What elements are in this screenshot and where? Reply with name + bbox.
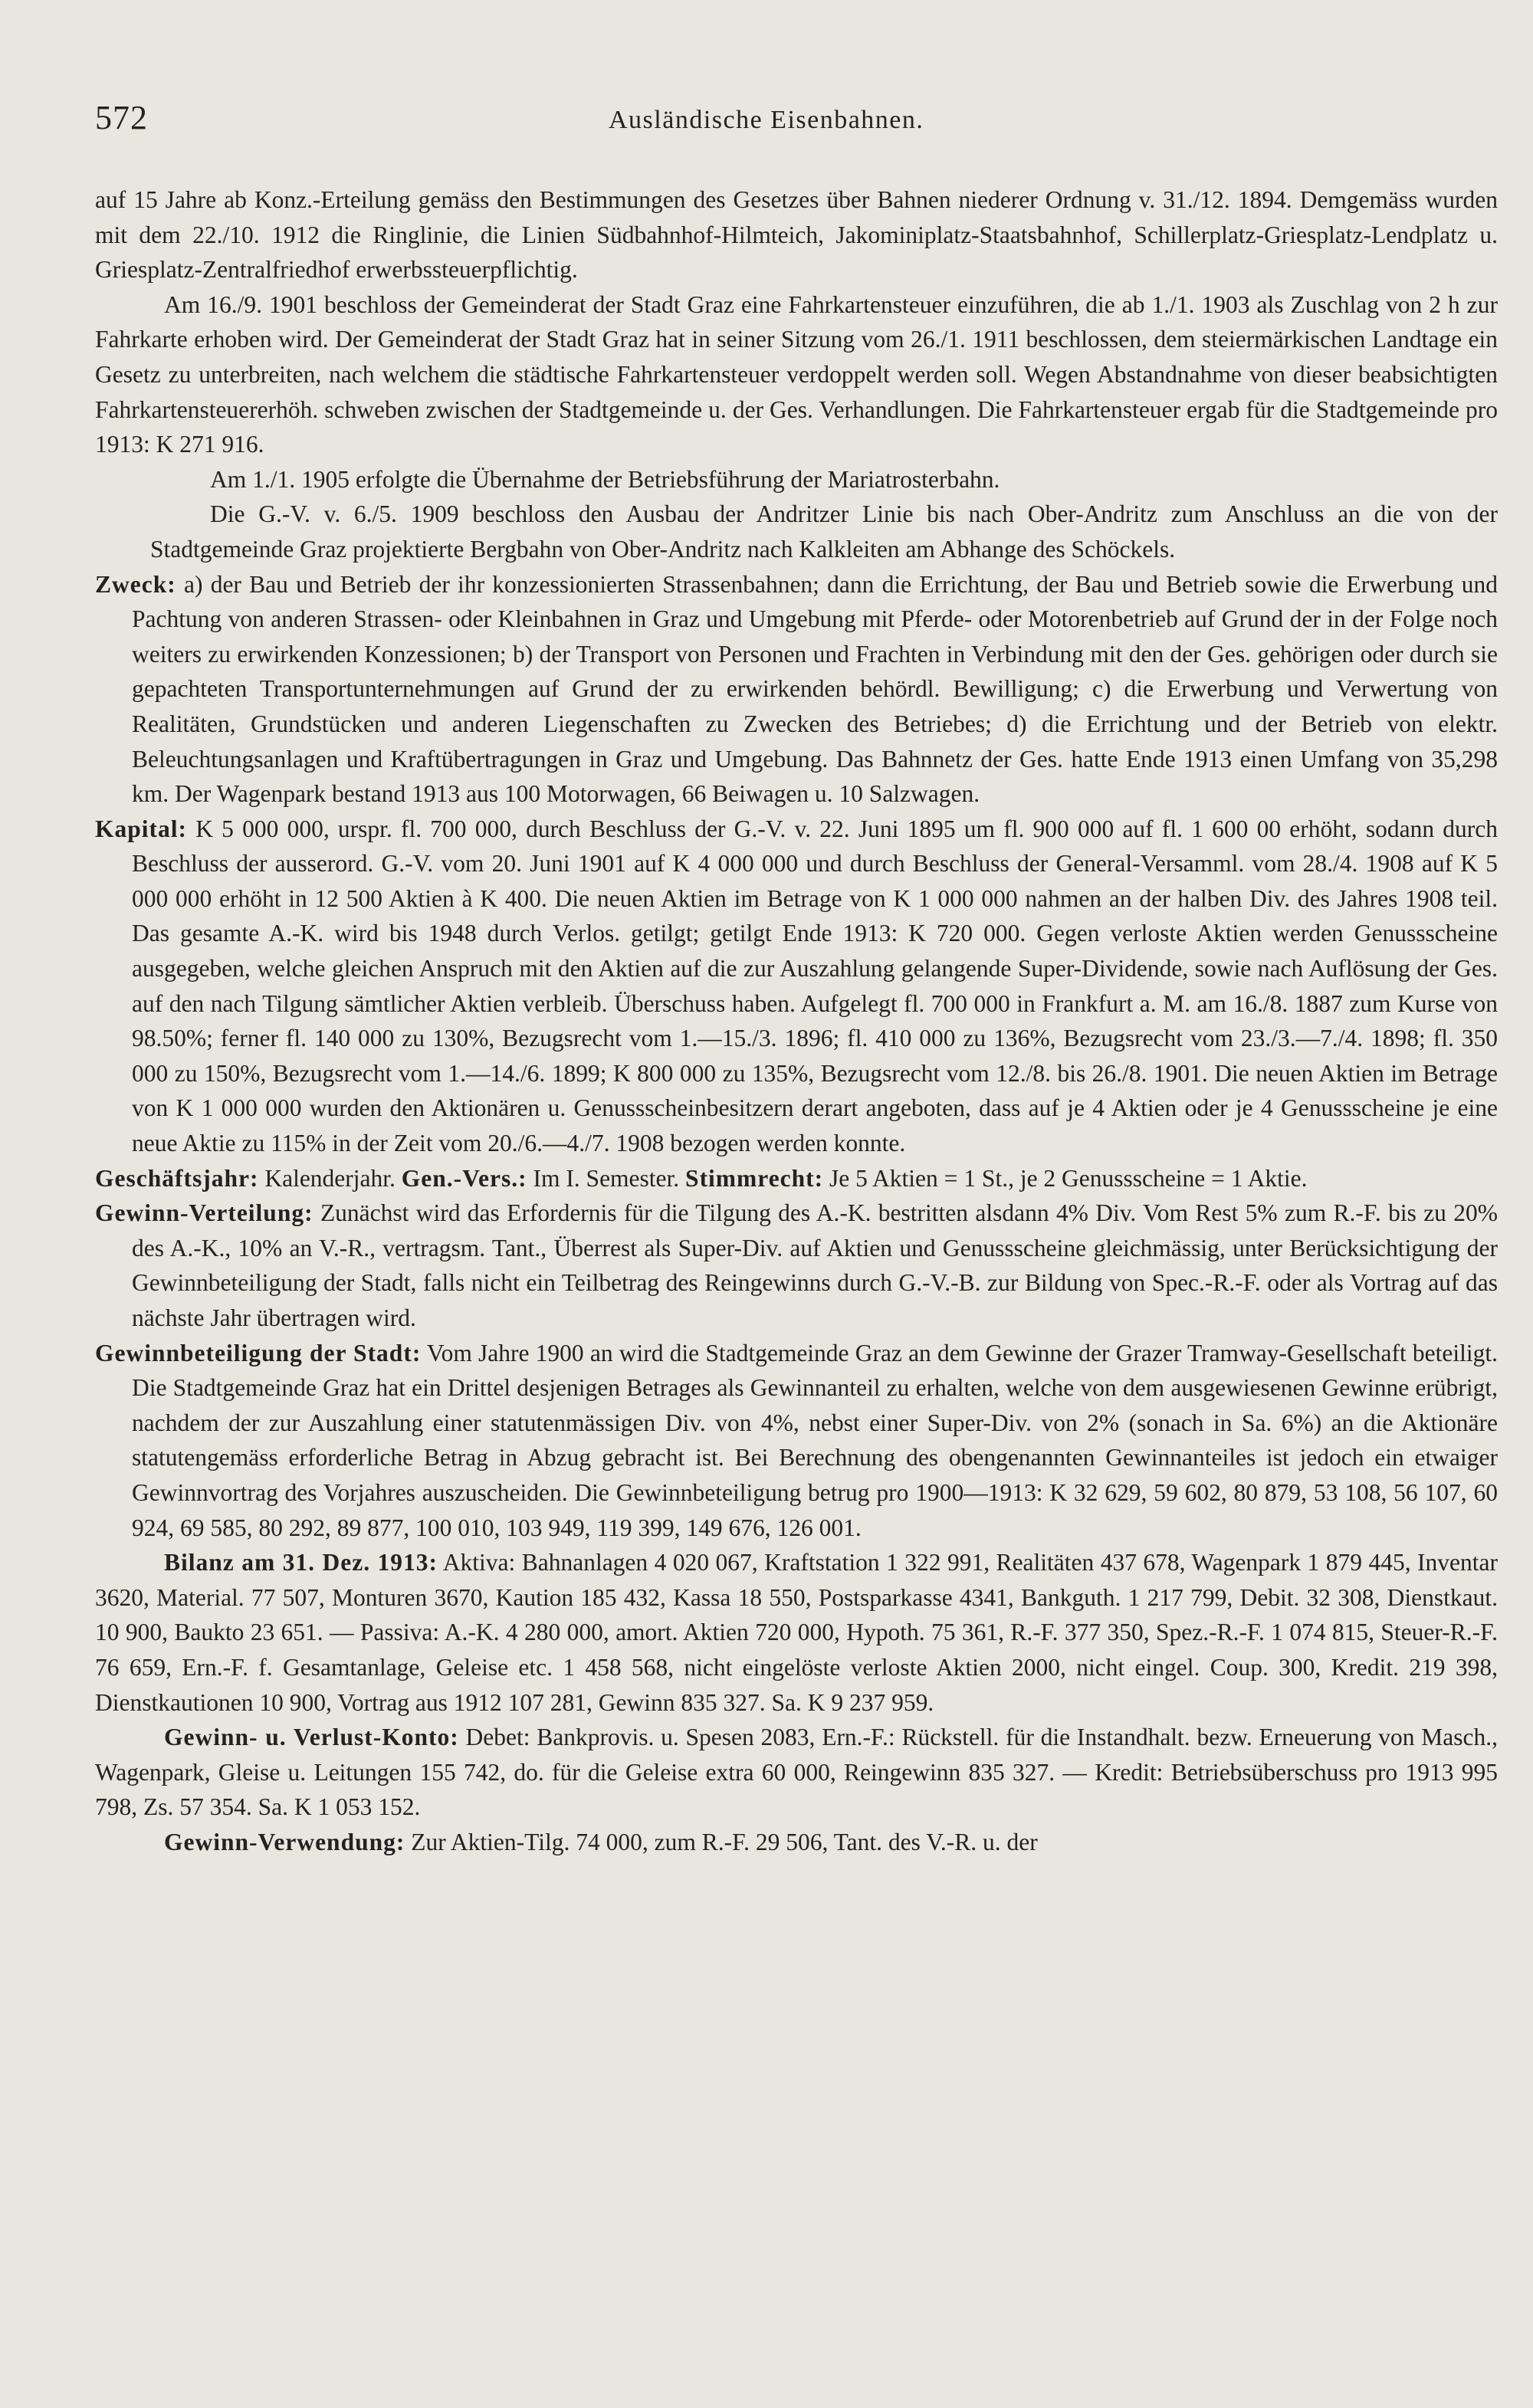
- page-header: [95, 98, 1479, 152]
- page-number: 572: [95, 99, 148, 136]
- label-gewinn-verteilung: Gewinn-Verteilung:: [95, 1199, 313, 1227]
- label-gewinnbeteiligung: Gewinnbeteiligung der Stadt:: [95, 1339, 422, 1366]
- text-gewinn-verteilung: Zunächst wird das Erfordernis für die Tilgung des A.-K. bestritten alsdann 4% Div. Vom Rest 5% zum R.-F. bis zu 20% des A.-K., 10% an V.-R., vertragsm. Tant., Überrest als Super-Div. auf Aktien und Genussscheine gleichmässig, unter Berücksichtigung der Gewinnbeteiligung der Stadt, falls nicht ein Teilbetrag des Reingewinns durch G.-V.-B. zur Bildung von Spec.-R.-F. oder als Vortrag auf das nächste Jahr übertragen wird.: [132, 1199, 1499, 1331]
- section-gewinn-verteilung: [95, 1196, 1498, 1335]
- text-gen-vers: Im I. Semester.: [533, 1164, 680, 1192]
- text-gewinnbeteiligung: Vom Jahre 1900 an wird die Stadtgemeinde Graz an dem Gewinne der Grazer Tramway-Gesellschaft beteiligt. Die Stadtgemeinde Graz hat ein Drittel desjenigen Betrages als Gewinnanteil zu erhalten, welche von dem ausgewiesenen Gewinne erübrigt, nachdem der zur Auszahlung einer statutenmässigen Div. von 4%, nebst einer Super-Div. von 2% (sonach in Sa. 6%) an die Aktionäre statutengemäss erforderliche Betrag in Abzug gebracht ist. Bei Berechnung des obengenannten Gewinnanteiles ist jedoch ein etwaiger Gewinnvortrag des Vorjahres auszuscheiden. Die Gewinnbeteiligung betrug pro 1900—1913: K 32 629, 59 602, 80 879, 53 108, 56 107, 60 924, 69 585, 80 292, 89 877, 100 010, 103 949, 119 399, 149 676, 126 001.: [132, 1339, 1498, 1541]
- section-kapital: [95, 812, 1498, 1161]
- text-geschaeftsjahr: Kalenderjahr.: [264, 1164, 396, 1192]
- section-gewinn-verlust: [95, 1720, 1498, 1825]
- text-kapital: K 5 000 000, urspr. fl. 700 000, durch Beschluss der G.-V. v. 22. Juni 1895 um fl. 900 000 auf fl. 1 600 00 erhöht, sodann durch Beschluss der ausserord. G.-V. vom 20. Juni 1901 auf K 4 000 000 und durch Beschluss der General-Versamml. vom 28./4. 1908 auf K 5 000 000 erhöht in 12 500 Aktien à K 400. Die neuen Aktien im Betrage von K 1 000 000 nahmen an der halben Div. des Jahres 1908 teil. Das gesamte A.-K. wird bis 1948 durch Verlos. getilgt; getilgt Ende 1913: K 720 000. Gegen verloste Aktien werden Genussscheine ausgegeben, welche gleichen Anspruch mit den Aktien auf die zur Auszahlung gelangende Super-Dividende, sowie nach Auflösung der Ges. auf den nach Tilgung sämtlicher Aktien verbleib. Überschuss haben. Aufgelegt fl. 700 000 in Frankfurt a. M. am 16./8. 1887 zum Kurse von 98.50%; ferner fl. 140 000 zu 130%, Bezugsrecht vom 1.—15./3. 1896; fl. 410 000 zu 136%, Bezugsrecht vom 23./3.—7./4. 1898; fl. 350 000 zu 150%, Bezugsrecht vom 1.—14./6. 1899; K 800 000 zu 135%, Bezugsrecht vom 12./8. bis 26./8. 1901. Die neuen Aktien im Betrage von K 1 000 000 wurden den Aktionären u. Genussscheinbesitzern derart angeboten, dass auf je 4 Aktien oder je 4 Genussscheine je eine neue Aktie zu 115% in der Zeit vom 20./6.—4./7. 1908 bezogen werden konnte.: [132, 815, 1498, 1157]
- body-text: [95, 182, 1498, 1860]
- label-zweck: Zweck:: [95, 570, 176, 598]
- text-stimmrecht: Je 5 Aktien = 1 St., je 2 Genussscheine = 1 Aktie.: [829, 1164, 1308, 1192]
- label-gewinn-verwendung: Gewinn-Verwendung:: [164, 1828, 405, 1855]
- label-bilanz: Bilanz am 31. Dez. 1913:: [164, 1549, 438, 1576]
- label-geschaeftsjahr: Geschäftsjahr:: [95, 1164, 259, 1192]
- section-gewinnbeteiligung: [95, 1336, 1498, 1546]
- paragraph-konzession: auf 15 Jahre ab Konz.-Erteilung gemäss den Bestimmungen des Gesetzes über Bahnen niederer Ordnung v. 31./12. 1894. Demgemäss wurden mit dem 22./10. 1912 die Ringlinie, die Linien Südbahnhof-Hilmteich, Jakominiplatz-Staatsbahnhof, Schillerplatz-Griesplatz-Lendplatz u. Griesplatz-Zentralfriedhof erwerbssteuerpflichtig.: [95, 186, 1498, 284]
- paragraph-mariatrosterbahn: Am 1./1. 1905 erfolgte die Übernahme der Betriebsführung der Mariatrosterbahn.: [210, 465, 1000, 493]
- text-gewinn-verwendung: Zur Aktien-Tilg. 74 000, zum R.-F. 29 506, Tant. des V.-R. u. der: [411, 1828, 1038, 1855]
- label-kapital: Kapital:: [95, 815, 188, 842]
- section-geschaeftsjahr: [95, 1161, 1498, 1196]
- paragraph-fahrkartensteuer: Am 16./9. 1901 beschloss der Gemeinderat der Stadt Graz eine Fahrkartensteuer einzuführen, die ab 1./1. 1903 als Zuschlag von 2 h zur Fahrkarte erhoben wird. Der Gemeinderat der Stadt Graz hat in seiner Sitzung vom 26./1. 1911 beschlossen, dem steiermärkischen Landtage ein Gesetz zu unterbreiten, nach welchem die städtische Fahrkartensteuer verdoppelt werden soll. Wegen Abstandnahme von dieser beabsichtigten Fahrkartensteuererhöh. schweben zwischen der Stadtgemeinde u. der Ges. Verhandlungen. Die Fahrkartensteuer ergab für die Stadtgemeinde pro 1913: K 271 916.: [95, 290, 1498, 458]
- label-gewinn-verlust: Gewinn- u. Verlust-Konto:: [164, 1724, 459, 1751]
- label-stimmrecht: Stimmrecht:: [685, 1164, 824, 1192]
- text-bilanz: Aktiva: Bahnanlagen 4 020 067, Kraftstation 1 322 991, Realitäten 437 678, Wagenpark 1 879 445, Inventar 3620, Material. 77 507, Monturen 3670, Kaution 185 432, Kassa 18 550, Postsparkasse 4341, Bankguth. 1 217 799, Debit. 32 308, Dienstkaut. 10 900, Baukto 23 651. — Passiva: A.-K. 4 280 000, amort. Aktien 720 000, Hypoth. 75 361, R.-F. 377 350, Spez.-R.-F. 1 074 815, Steuer-R.-F. 76 659, Ern.-F. f. Gesamtanlage, Geleise etc. 1 458 568, nicht eingelöste verloste Aktien 2000, nicht eingel. Coup. 300, Kredit. 219 398, Dienstkautionen 10 900, Vortrag aus 1912 107 281, Gewinn 835 327. Sa. K 9 237 959.: [95, 1549, 1498, 1716]
- paragraph-andritzer-linie: Die G.-V. v. 6./5. 1909 beschloss den Ausbau der Andritzer Linie bis nach Ober-Andritz zum Anschluss an die von der Stadtgemeinde Graz projektierte Bergbahn von Ober-Andritz nach Kalkleiten am Abhange des Schöckels.: [150, 500, 1498, 563]
- text-gewinn-verlust: Debet: Bankprovis. u. Spesen 2083, Ern.-F.: Rückstell. für die Instandhalt. bezw. Erneuerung von Masch., Wagenpark, Gleise u. Leitungen 155 742, do. für die Geleise extra 60 000, Reingewinn 835 327. — Kredit: Betriebsüberschuss pro 1913 995 798, Zs. 57 354. Sa. K 1 053 152.: [95, 1724, 1498, 1821]
- running-head: Ausländische Eisenbahnen.: [609, 106, 924, 134]
- section-zweck: [95, 567, 1498, 812]
- label-gen-vers: Gen.-Vers.:: [401, 1164, 527, 1192]
- section-bilanz: [95, 1545, 1498, 1720]
- section-gewinn-verwendung: [95, 1825, 1498, 1860]
- text-zweck: a) der Bau und Betrieb der ihr konzessionierten Strassenbahnen; dann die Errichtung, der Bau und Betrieb sowie die Erwerbung und Pachtung von anderen Strassen- oder Kleinbahnen in Graz und Umgebung mit Pferde- oder Motorenbetrieb auf Grund der in der Folge noch weiters zu erwirkenden Konzessionen; b) der Transport von Personen und Frachten in Verbindung mit den der Ges. gehörigen oder durch sie gepachteten Transportunternehmungen auf Grund der zu erwirkenden behördl. Bewilligung; c) die Erwerbung und Verwertung von Realitäten, Grundstücken und anderen Liegenschaften zu Zwecken des Betriebes; d) die Errichtung und der Betrieb von elektr. Beleuchtungsanlagen und Kraftübertragungen in Graz und Umgebung. Das Bahnnetz der Ges. hatte Ende 1913 einen Umfang von 35,298 km. Der Wagenpark bestand 1913 aus 100 Motorwagen, 66 Beiwagen u. 10 Salzwagen.: [132, 570, 1498, 808]
